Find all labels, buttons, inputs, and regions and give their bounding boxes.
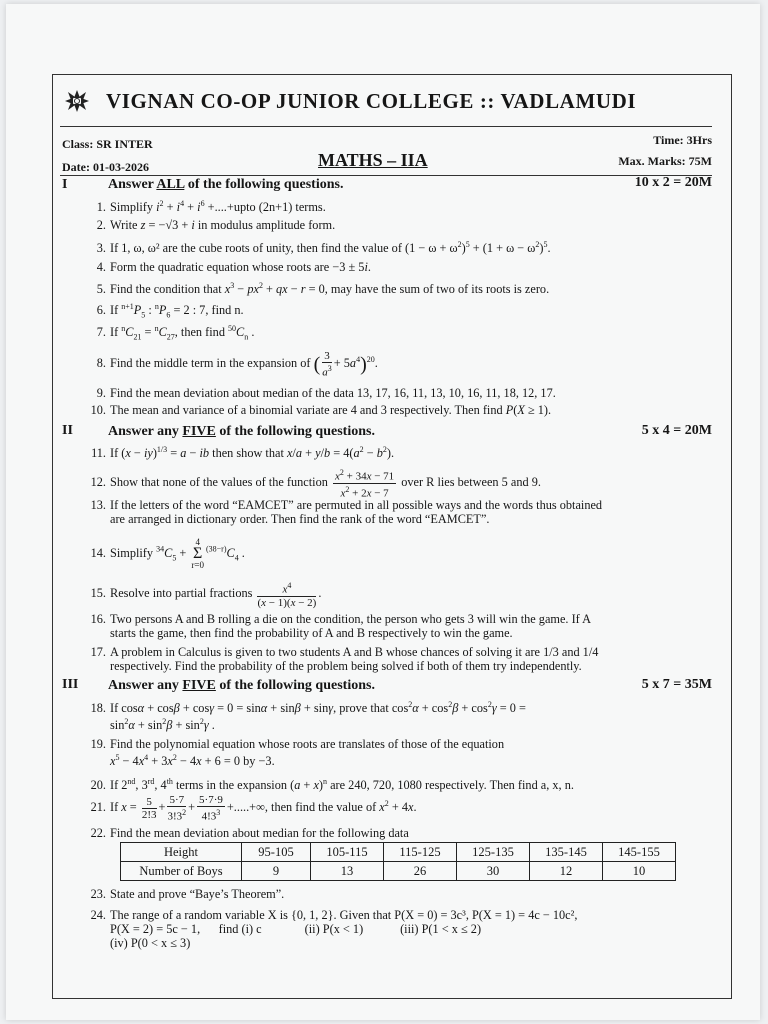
- section-marks: 5 x 7 = 35M: [641, 677, 712, 692]
- table-row: [121, 862, 676, 881]
- section-numeral: I: [62, 177, 68, 192]
- date-label: Date: 01-03-2026: [62, 160, 149, 174]
- class-label: Class: SR INTER: [62, 137, 153, 151]
- table-cell: 30: [457, 862, 530, 881]
- time-label: Time: 3Hrs: [653, 133, 712, 147]
- question-13: 13. If the letters of the word “EAMCET” are permuted in all possible ways and the words thus obtained are arranged in dictionary order. Then find the rank of the word “EAMCET”.: [90, 498, 603, 526]
- question-23: 23. State and prove “Baye’s Theorem”.: [90, 887, 285, 901]
- table-row: [121, 843, 676, 862]
- question-2: 2. Write z = −√3 + i in modulus amplitude form.: [96, 218, 336, 232]
- table-cell: 12: [530, 862, 603, 881]
- section-numeral: II: [62, 423, 73, 438]
- college-logo-icon: [62, 88, 92, 114]
- meta-divider: [60, 175, 712, 176]
- table-header-cell: 105-115: [311, 843, 384, 862]
- section-instruction: Answer ALL of the following questions.: [108, 177, 344, 192]
- table-header-cell: Height: [121, 843, 242, 862]
- question-3: 3. If 1, ω, ω² are the cube roots of unity, then find the value of $(1 - \omega + \omega^2)^5 + (1 + \omega - \omega^2)^5$.: [96, 240, 551, 256]
- question-6: 6. If $^{n+1}P_5$ : $^nP_6 = 2$ : 7, find n.: [96, 302, 244, 320]
- question-10: 10. The mean and variance of a binomial variate are 4 and 3 respectively. Then find P(X ≥ 1).: [90, 403, 552, 417]
- college-name: [62, 84, 712, 118]
- question-21: 21. If x = $\frac{5}{2!3}$ + $\frac{5\cdot 7}{3!3^2}$ + $\frac{5\cdot 7\cdot 9}{4!3^3}$ +.....+∞, then find the value of $x^2 + 4x$.: [90, 794, 417, 823]
- question-18: 18. If cosα + cosβ + cosγ = 0 = sinα + sinβ + sinγ, prove that $\cos^2\alpha + \cos^2\beta + \cos^2\gamma = 0$ = $\sin^2\alpha + \sin^2\beta + \sin^2\gamma$ .: [90, 700, 526, 733]
- question-7: 7. If $^nC_{21} = ^nC_{27}$, then find $^{50}C_n$ .: [96, 324, 255, 342]
- question-9: 9. Find the mean deviation about median of the data 13, 17, 16, 11, 13, 10, 16, 11, 18, 12, 17.: [96, 386, 556, 400]
- data-table: [120, 842, 676, 881]
- question-1: 1. Simplify $i^2 + i^4 + i^6$ +....+upto (2n+1) terms.: [96, 199, 326, 215]
- question-22: 22. Find the mean deviation about median for the following data: [90, 826, 409, 840]
- question-17: 17. A problem in Calculus is given to two students A and B whose chances of solving it are 1/3 and 1/4 respectively. Find the probability of the problem being solved if both of them try independently.: [90, 645, 599, 673]
- table-cell: 26: [384, 862, 457, 881]
- table-header-cell: 95-105: [242, 843, 311, 862]
- question-15: 15. Resolve into partial fractions $\frac{x^4}{(x - 1)(x - 2)}$ .: [90, 581, 322, 609]
- table-cell: 13: [311, 862, 384, 881]
- table-header-cell: 145-155: [603, 843, 676, 862]
- table-header-cell: 135-145: [530, 843, 603, 862]
- question-11: 11. If (x − iy)$^{1/3}$ = a − ib then show that $x/a + y/b = 4(a^2 - b^2)$.: [91, 445, 395, 461]
- table-cell: 10: [603, 862, 676, 881]
- subject-title: MATHS – IIA: [318, 150, 428, 170]
- table-header-cell: 125-135: [457, 843, 530, 862]
- table-header-cell: 115-125: [384, 843, 457, 862]
- section-numeral: III: [62, 677, 79, 692]
- section-instruction: Answer any FIVE of the following questions.: [108, 678, 375, 693]
- header-divider: [60, 126, 712, 127]
- question-16: 16. Two persons A and B rolling a die on the condition, the person who gets 3 will win the game. If A starts the game, then find the probability of A and B respectively to win the game.: [90, 612, 592, 640]
- question-19: 19. Find the polynomial equation whose roots are translates of those of the equation $x^5 - 4x^4 + 3x^2 - 4x + 6 = 0$ by −3.: [90, 737, 505, 769]
- question-8: 8. Find the middle term in the expansion of ( $\frac{3}{a^3}$ + $5a^4)^{20}$.: [96, 350, 378, 379]
- question-14: 14. Simplify $^{34}C_5$ + 4 Σ r=0 $^{(38-r)}C_4$ .: [90, 537, 245, 570]
- section-instruction: Answer any FIVE of the following questions.: [108, 424, 375, 439]
- question-24: 24. The range of a random variable X is {0, 1, 2}. Given that P(X = 0) = 3c³, P(X = 1) = 4c − 10c², P(X = 2) = 5c − 1, find (i) c (ii) P(x < 1) (iii) P(1 < x ≤ 2) (iv) P(0 < x ≤ 3): [90, 908, 578, 950]
- question-5: 5. Find the condition that $x^3 - px^2$ + qx − r = 0, may have the sum of two of its roots is zero.: [96, 281, 550, 297]
- question-20: 20. If 2nd, 3rd, 4th terms in the expansion $(a + x)^n$ are 240, 720, 1080 respectively. Then find a, x, n.: [90, 777, 574, 793]
- table-cell: 9: [242, 862, 311, 881]
- section-marks: 10 x 2 = 20M: [634, 175, 712, 190]
- section-marks: 5 x 4 = 20M: [641, 423, 712, 438]
- max-marks-label: Max. Marks: 75M: [618, 154, 712, 168]
- question-12: 12. Show that none of the values of the function $\frac{x^2 + 34x - 71}{x^2 + 2x - 7}$ over R lies between 5 and 9.: [90, 468, 541, 500]
- table-cell: Number of Boys: [121, 862, 242, 881]
- college-title: VIGNAN CO-OP JUNIOR COLLEGE :: VADLAMUDI: [106, 88, 637, 113]
- question-4: 4. Form the quadratic equation whose roots are −3 ± 5i.: [96, 260, 371, 274]
